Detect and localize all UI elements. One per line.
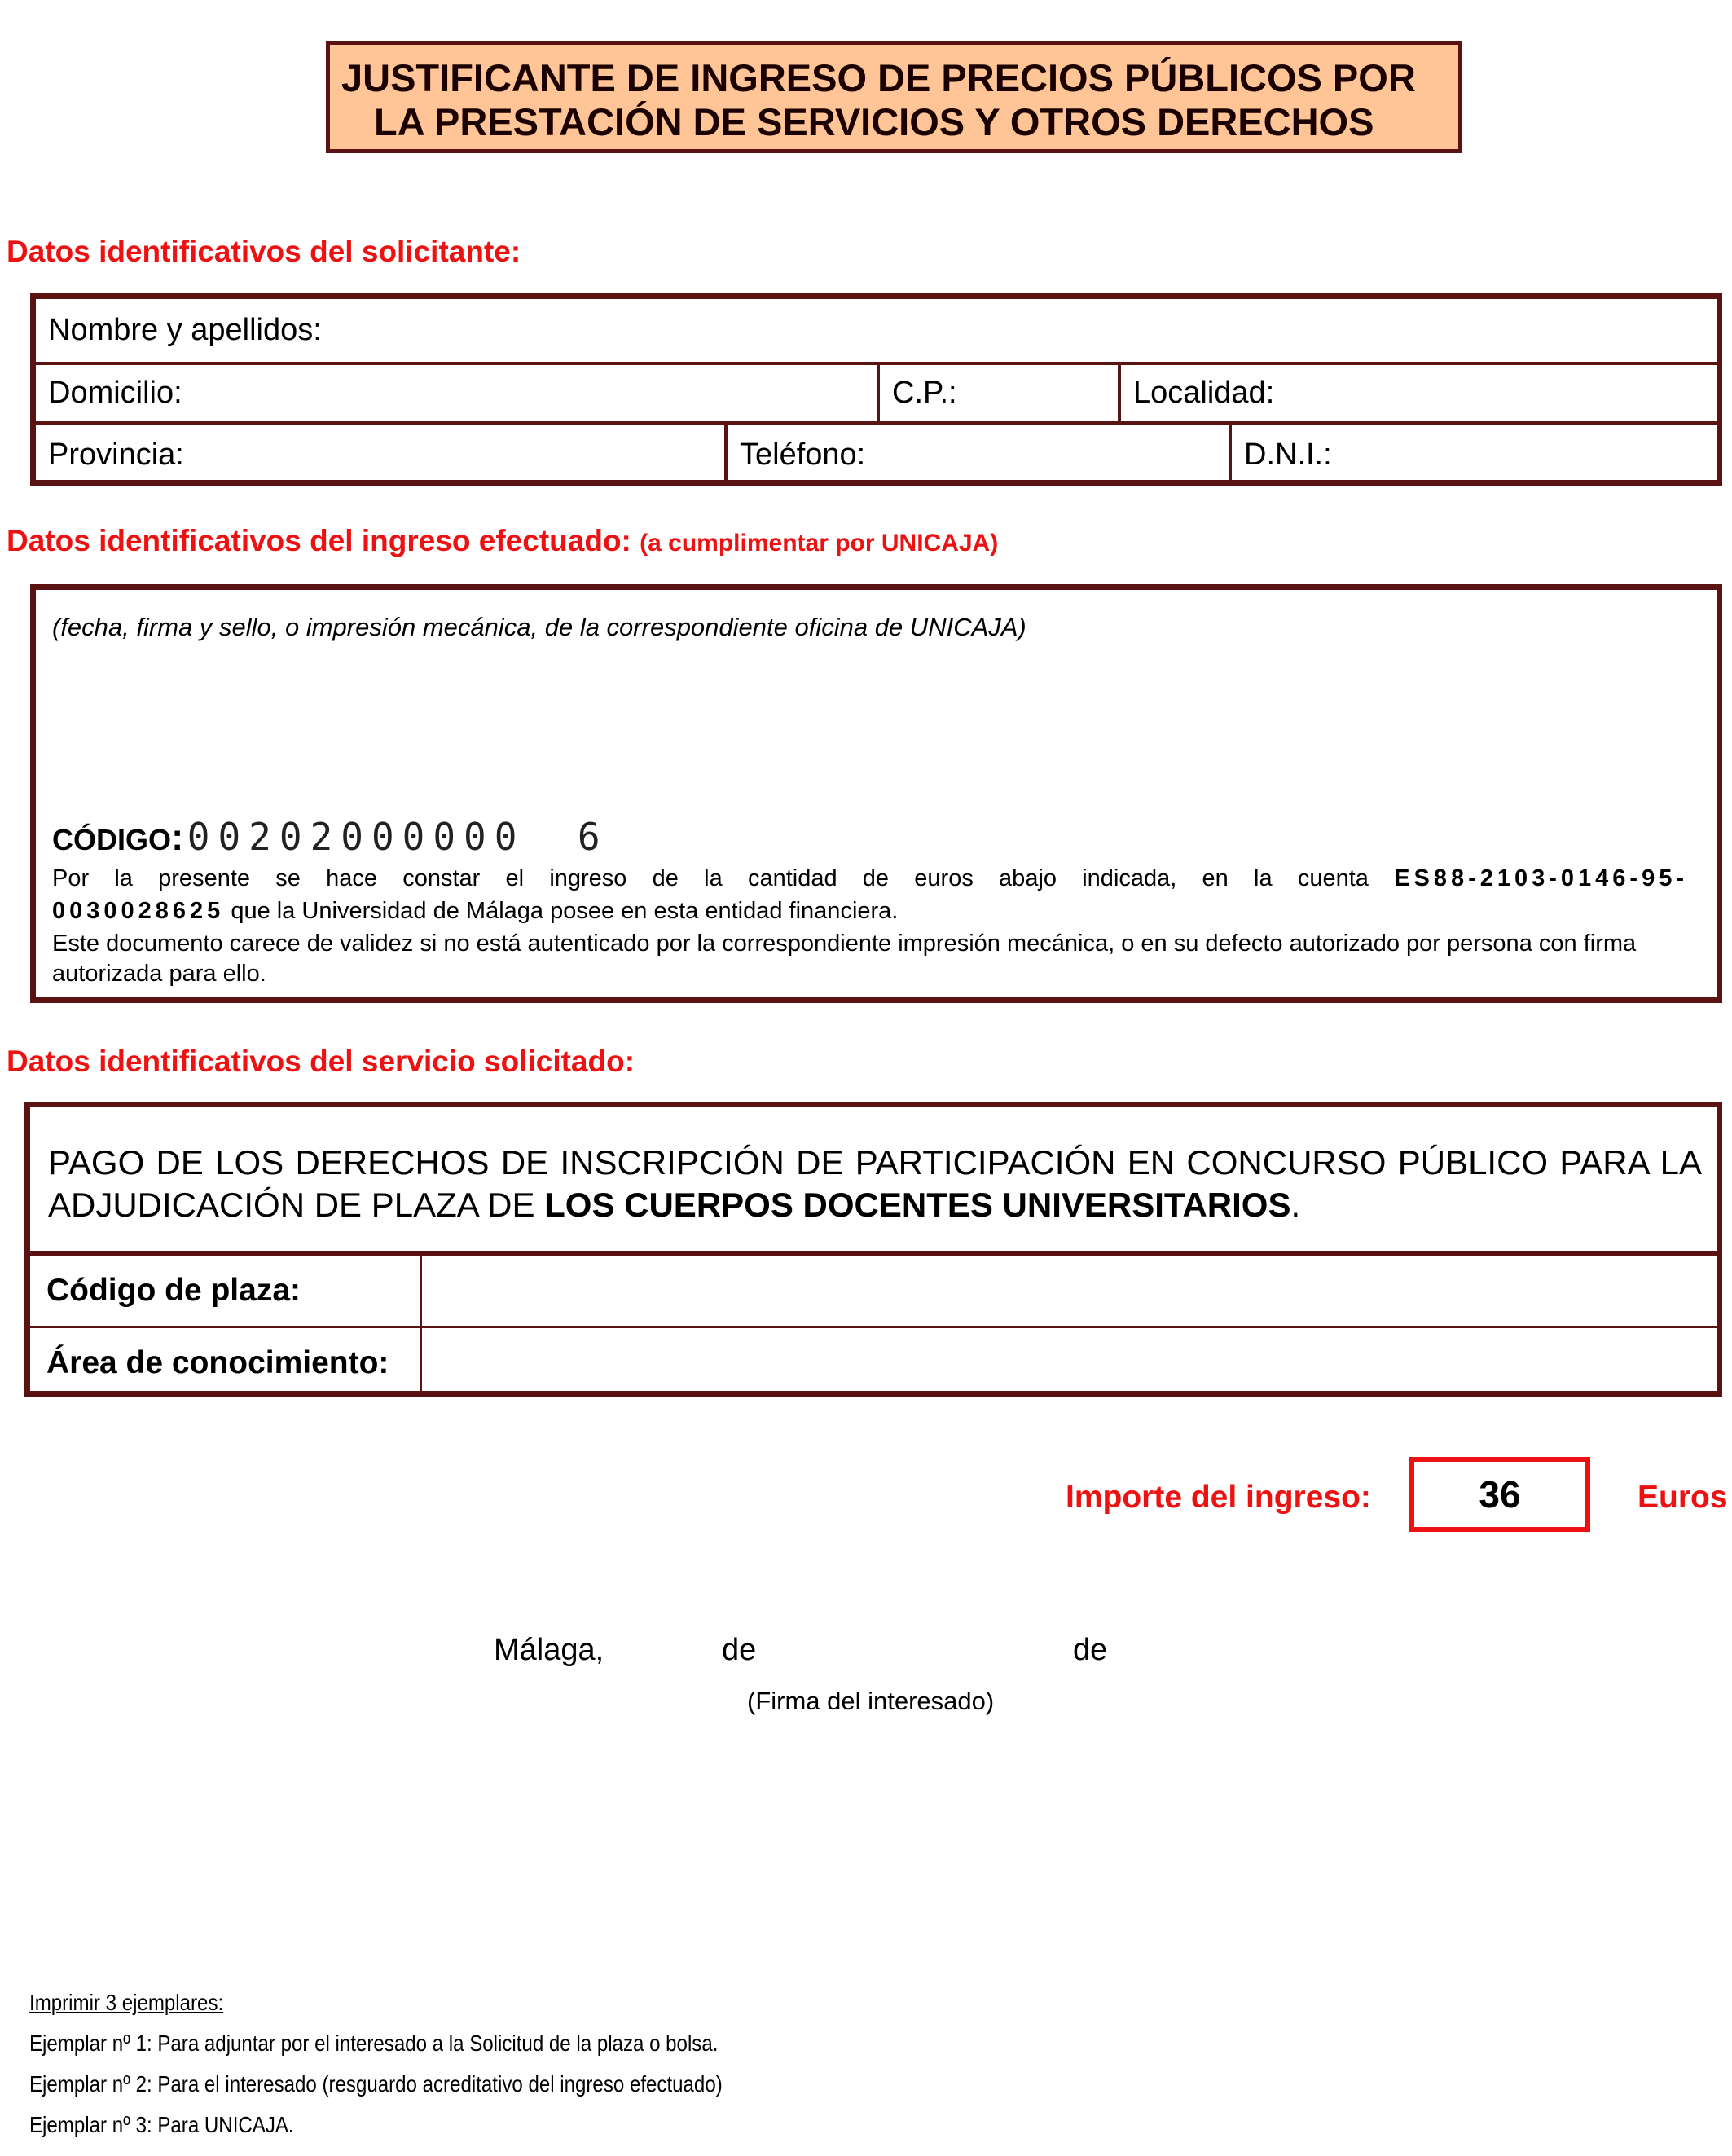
servicio-text-post: . xyxy=(1290,1186,1301,1224)
servicio-text-bold: LOS CUERPOS DOCENTES UNIVERSITARIOS xyxy=(544,1186,1291,1224)
solicitante-box xyxy=(30,293,1722,486)
firma-de-1: de xyxy=(722,1633,757,1667)
para1-post: que la Universidad de Málaga posee en esta entidad financiera. xyxy=(231,898,899,924)
nombre-label: Nombre y apellidos: xyxy=(48,313,322,347)
account-part-1: ES88-2103-0146-95- xyxy=(1394,865,1688,891)
firma-caption: (Firma del interesado) xyxy=(747,1687,995,1715)
importe-value-box xyxy=(1409,1457,1590,1532)
account-part-2: 0030028625 xyxy=(52,898,225,924)
importe-label: Importe del ingreso: xyxy=(1066,1480,1371,1515)
ingreso-paragraph-2: Este documento carece de validez si no está autenticado por la correspondiente impresión mecánica, o en su defecto autorizado por persona con firma autorizada para ello. xyxy=(52,931,1637,987)
footer-item-2: Ejemplar nº 2: Para el interesado (resguardo acreditativo del ingreso efectuado) xyxy=(29,2071,723,2097)
nombre-field[interactable] xyxy=(36,299,1717,362)
ingreso-box xyxy=(30,584,1722,1003)
servicio-text-pre: PAGO DE LOS DERECHOS DE INSCRIPCIÓN DE PARTICIPACIÓN EN CONCURSO PÚBLICO PARA LA ADJUDICACIÓN DE PLAZA DE xyxy=(48,1143,1702,1224)
provincia-field[interactable] xyxy=(36,423,724,486)
localidad-label: Localidad: xyxy=(1133,376,1275,410)
area-label-cell xyxy=(30,1328,420,1397)
servicio-box xyxy=(24,1102,1722,1397)
codigo-row xyxy=(52,815,609,859)
title-line-2: LA PRESTACIÓN DE SERVICIOS Y OTROS DERECHOS xyxy=(374,100,1374,143)
provincia-label: Provincia: xyxy=(48,437,184,472)
ingreso-heading xyxy=(7,524,998,558)
codigo-value: 00202000000 xyxy=(187,815,525,859)
dni-field[interactable] xyxy=(1232,423,1717,486)
firma-de-2: de xyxy=(1073,1633,1108,1667)
telefono-label: Teléfono: xyxy=(740,437,866,472)
codigo-plaza-label: Código de plaza: xyxy=(46,1273,301,1308)
ingreso-paragraph-1 xyxy=(52,862,1688,927)
ingreso-note: (fecha, firma y sello, o impresión mecánica, de la correspondiente oficina de UNICAJA) xyxy=(52,613,1026,641)
solicitante-heading: Datos identificativos del solicitante: xyxy=(7,235,521,268)
firma-city: Málaga, xyxy=(494,1633,604,1667)
para1-pre: Por la presente se hace constar el ingreso de la cantidad de euros abajo indicada, en la cuenta xyxy=(52,865,1369,891)
ingreso-heading-note: (a cumplimentar por UNICAJA) xyxy=(640,530,999,557)
localidad-field[interactable] xyxy=(1121,363,1717,423)
dni-label: D.N.I.: xyxy=(1244,437,1332,472)
domicilio-field[interactable] xyxy=(36,363,877,423)
servicio-heading: Datos identificativos del servicio solicitado: xyxy=(7,1045,635,1078)
cp-label: C.P.: xyxy=(892,376,957,410)
area-label: Área de conocimiento: xyxy=(46,1344,389,1380)
codigo-colon: : xyxy=(171,816,184,858)
telefono-field[interactable] xyxy=(728,423,1229,486)
servicio-description xyxy=(48,1142,1702,1226)
footer-heading: Imprimir 3 ejemplares: xyxy=(29,1990,224,2015)
importe-value: 36 xyxy=(1479,1473,1521,1516)
document-title xyxy=(326,41,1462,153)
codigo-plaza-input[interactable] xyxy=(422,1256,1717,1326)
ingreso-heading-text: Datos identificativos del ingreso efectuado: xyxy=(7,524,631,557)
title-line-1: JUSTIFICANTE DE INGRESO DE PRECIOS PÚBLICOS POR xyxy=(341,56,1416,99)
domicilio-label: Domicilio: xyxy=(48,376,182,410)
codigo-check-digit: 6 xyxy=(577,815,609,859)
footer-item-1: Ejemplar nº 1: Para adjuntar por el interesado a la Solicitud de la plaza o bolsa. xyxy=(29,2031,719,2056)
codigo-plaza-label-cell xyxy=(30,1256,420,1326)
footer-item-3: Ejemplar nº 3: Para UNICAJA. xyxy=(29,2112,294,2137)
cp-field[interactable] xyxy=(880,363,1118,423)
area-input[interactable] xyxy=(422,1328,1717,1397)
codigo-label: CÓDIGO xyxy=(52,823,172,856)
importe-unit: Euros xyxy=(1637,1480,1728,1515)
